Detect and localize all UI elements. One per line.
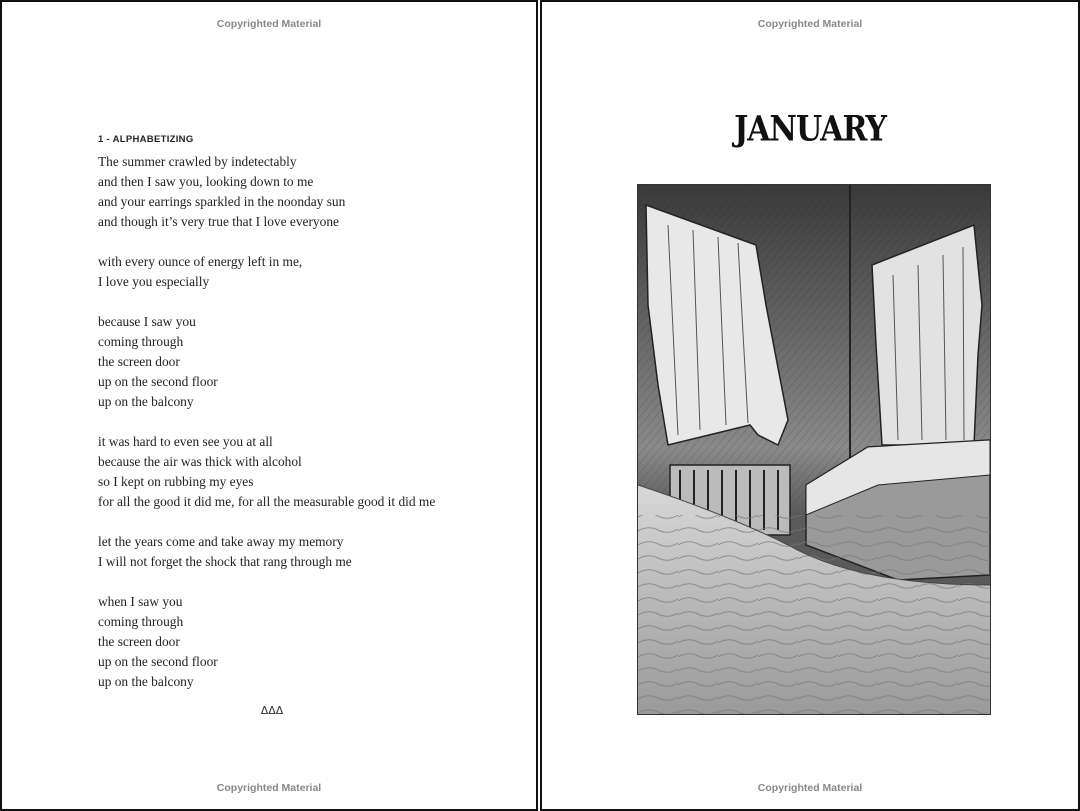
- poem-line: and though it’s very true that I love everyone: [98, 214, 339, 229]
- header-copyright: Copyrighted Material: [757, 18, 863, 30]
- room-with-curtains-and-snow-illustration: [637, 184, 991, 715]
- poem-line: coming through: [98, 334, 184, 349]
- poem-line: let the years come and take away my memory: [98, 534, 344, 549]
- poem-line: for all the good it did me, for all the measurable good it did me: [98, 494, 436, 509]
- poem-line: I will not forget the shock that rang through me: [98, 554, 352, 569]
- poem-line: up on the second floor: [98, 374, 218, 389]
- poem-line: up on the balcony: [98, 394, 194, 409]
- poem-line: up on the balcony: [98, 674, 194, 689]
- left-page: [0, 0, 538, 811]
- poem-line: coming through: [98, 614, 184, 629]
- footer-copyright: Copyrighted Material: [216, 782, 322, 794]
- chapter-title: JANUARY: [734, 109, 886, 150]
- poem: [98, 133, 518, 712]
- stanza: [98, 312, 518, 412]
- poem-line: because I saw you: [98, 314, 196, 329]
- stanza: [98, 532, 518, 572]
- poem-line: up on the second floor: [98, 654, 218, 669]
- poem-line: and then I saw you, looking down to me: [98, 174, 314, 189]
- poem-line: with every ounce of energy left in me,: [98, 254, 303, 269]
- poem-line: because the air was thick with alcohol: [98, 454, 302, 469]
- stanza: [98, 252, 518, 292]
- stanza: [98, 592, 518, 692]
- right-page: [540, 0, 1080, 811]
- poem-line: and your earrings sparkled in the noonday sun: [98, 194, 346, 209]
- poem-line: I love you especially: [98, 274, 210, 289]
- poem-line: so I kept on rubbing my eyes: [98, 474, 254, 489]
- stanza: [98, 152, 518, 232]
- poem-line: the screen door: [98, 354, 180, 369]
- header-copyright: Copyrighted Material: [216, 18, 322, 30]
- poem-line: when I saw you: [98, 594, 183, 609]
- poem-line: it was hard to even see you at all: [98, 434, 273, 449]
- poem-line: the screen door: [98, 634, 180, 649]
- poem-title: 1 - ALPHABETIZING: [98, 134, 194, 145]
- poem-line: The summer crawled by indetectably: [98, 154, 297, 169]
- footer-copyright: Copyrighted Material: [757, 782, 863, 794]
- section-ornament: ΔΔΔ: [260, 704, 284, 717]
- stanza: [98, 432, 518, 512]
